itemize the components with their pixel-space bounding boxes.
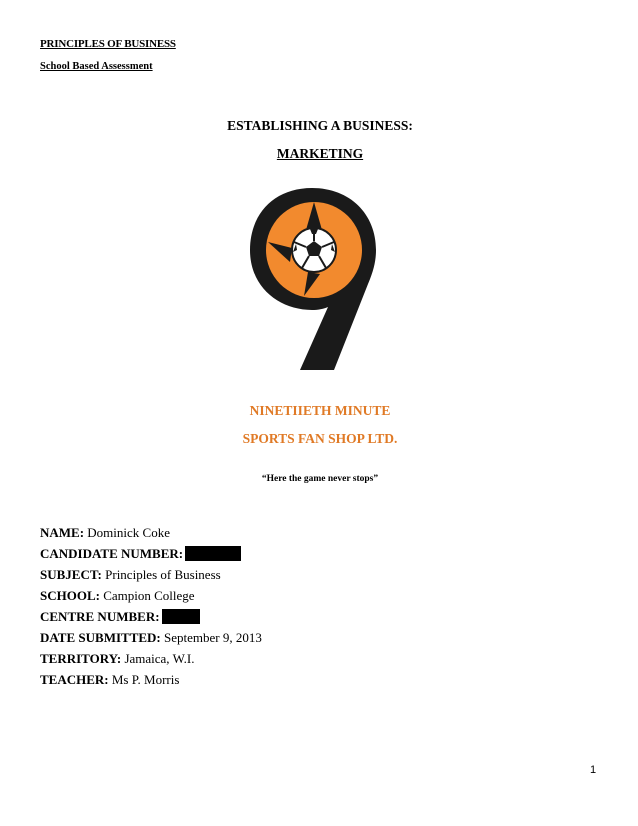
name-line — [40, 524, 170, 542]
company-slogan: “Here the game never stops” — [261, 474, 379, 484]
subject-line — [40, 566, 221, 584]
assessment-heading: School Based Assessment — [40, 61, 153, 72]
sub-title: MARKETING — [276, 146, 364, 161]
company-name-line1: NINETIIETH MINUTE — [249, 403, 391, 418]
page-number: 1 — [590, 764, 597, 776]
main-title: ESTABLISHING A BUSINESS: — [227, 118, 413, 133]
school-line — [40, 587, 195, 605]
subject-label: SUBJECT: — [40, 567, 102, 582]
centre-number-line — [40, 608, 200, 626]
candidate-number-line — [40, 545, 241, 563]
date-submitted-label: DATE SUBMITTED: — [40, 630, 161, 645]
date-submitted-line — [40, 629, 262, 647]
territory-value: Jamaica, W.I. — [124, 651, 195, 666]
teacher-line — [40, 671, 179, 689]
course-heading: PRINCIPLES OF BUSINESS — [40, 38, 176, 50]
date-submitted-value: September 9, 2013 — [164, 630, 262, 645]
teacher-value: Ms P. Morris — [111, 672, 180, 687]
soccer-ball-nine-logo-icon — [244, 184, 380, 374]
school-label: SCHOOL: — [40, 588, 100, 603]
redaction-box — [185, 546, 241, 561]
name-value: Dominick Coke — [87, 525, 170, 540]
territory-label: TERRITORY: — [40, 651, 122, 666]
centre-number-label: CENTRE NUMBER: — [40, 609, 160, 624]
redaction-box — [162, 609, 200, 624]
company-name-line2: SPORTS FAN SHOP LTD. — [242, 431, 398, 446]
school-value: Campion College — [103, 588, 195, 603]
candidate-number-label: CANDIDATE NUMBER: — [40, 546, 184, 561]
territory-line — [40, 650, 194, 668]
subject-value: Principles of Business — [105, 567, 221, 582]
teacher-label: TEACHER: — [40, 672, 109, 687]
name-label: NAME: — [40, 525, 85, 540]
